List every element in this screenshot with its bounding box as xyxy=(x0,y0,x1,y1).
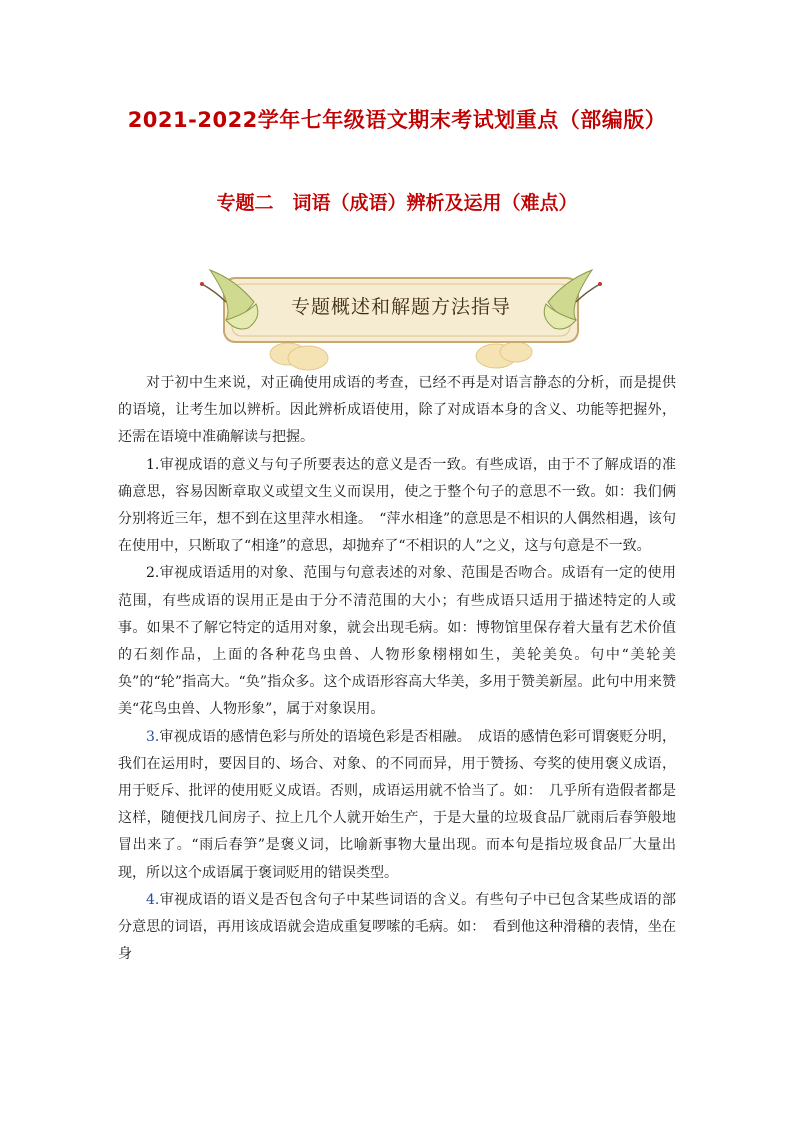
point-paragraph xyxy=(118,560,676,723)
intro-paragraph: 对于初中生来说，对正确使用成语的考查，已经不再是对语言静态的分析，而是提供的语境，让考生加以辨析。因此辨析成语使用，除了对成语本身的含义、功能等把握外，还需在语境中准确解读与把握。 xyxy=(118,375,676,446)
section-subtitle: 专题二 词语（成语）辨析及运用（难点） xyxy=(216,192,578,214)
point-number: 1. xyxy=(146,456,160,473)
point-paragraph xyxy=(118,452,676,561)
point-text: 审视成语的意义与句子所要表达的意义是否一致。有些成语，由于不了解成语的准确意思，容易因断章取义或望文生义而误用，使之于整个句子的意思不一致。如：我们俩分别将近三年，想不到在这里萍水相逢。 “萍水相逢”的意思是不相识的人偶然相遇，该句在使用中，只断取了“相逢”的意思，却抛弃了“不相识的人”之义，这与句意是不一致。 xyxy=(118,456,676,555)
banner-label: 专题概述和解题方法指导 xyxy=(290,296,511,318)
point-text: 审视成语的语义是否包含句子中某些词语的含义。有些句子中已包含某些成语的部分意思的词语，再用该成语就会造成重复啰嗦的毛病。如： 看到他这种滑稽的表情，坐在身 xyxy=(118,891,676,963)
point-paragraph xyxy=(118,724,676,887)
point-text: 审视成语的感情色彩与所处的语境色彩是否相融。 成语的感情色彩可谓褒贬分明，我们在运用时，要因目的、场合、对象、的不同而异，用于赞扬、夸奖的使用褒义成语，用于贬斥、批评的使用贬义成语。否则，成语运用就不恰当了。如： 几乎所有造假者都是这样，随便找几间房子、拉上几个人就开始生产，于是大量的垃圾食品厂就雨后春笋般地冒出来了。“雨后春笋”是褒义词，比喻新事物大量出现。而本句是指垃圾食品厂大量出现，所以这个成语属于褒词贬用的错误类型。 xyxy=(118,728,676,881)
body-content xyxy=(118,370,676,968)
point-number: 2. xyxy=(146,565,160,582)
point-paragraph xyxy=(118,887,676,969)
point-number: 4. xyxy=(146,891,160,908)
section-banner xyxy=(196,262,606,372)
cloud-ornament-icon xyxy=(270,342,532,370)
point-number: 3. xyxy=(146,728,160,745)
point-text: 审视成语适用的对象、范围与句意表述的对象、范围是否吻合。成语有一定的使用范围，有些成语的误用正是由于分不清范围的大小；有些成语只适用于描述特定的人或事。如果不了解它特定的适用对象，就会出现毛病。如：博物馆里保存着大量有艺术价值的石刻作品，上面的各种花鸟虫兽、人物形象栩栩如生，美轮美奂。句中“美轮美奂”的“轮”指高大。“奂”指众多。这个成语形容高大华美，多用于赞美新屋。此句中用来赞美“花鸟虫兽、人物形象”，属于对象误用。 xyxy=(118,565,676,718)
document-title: 2021-2022学年七年级语文期末考试划重点（部编版） xyxy=(127,108,667,132)
